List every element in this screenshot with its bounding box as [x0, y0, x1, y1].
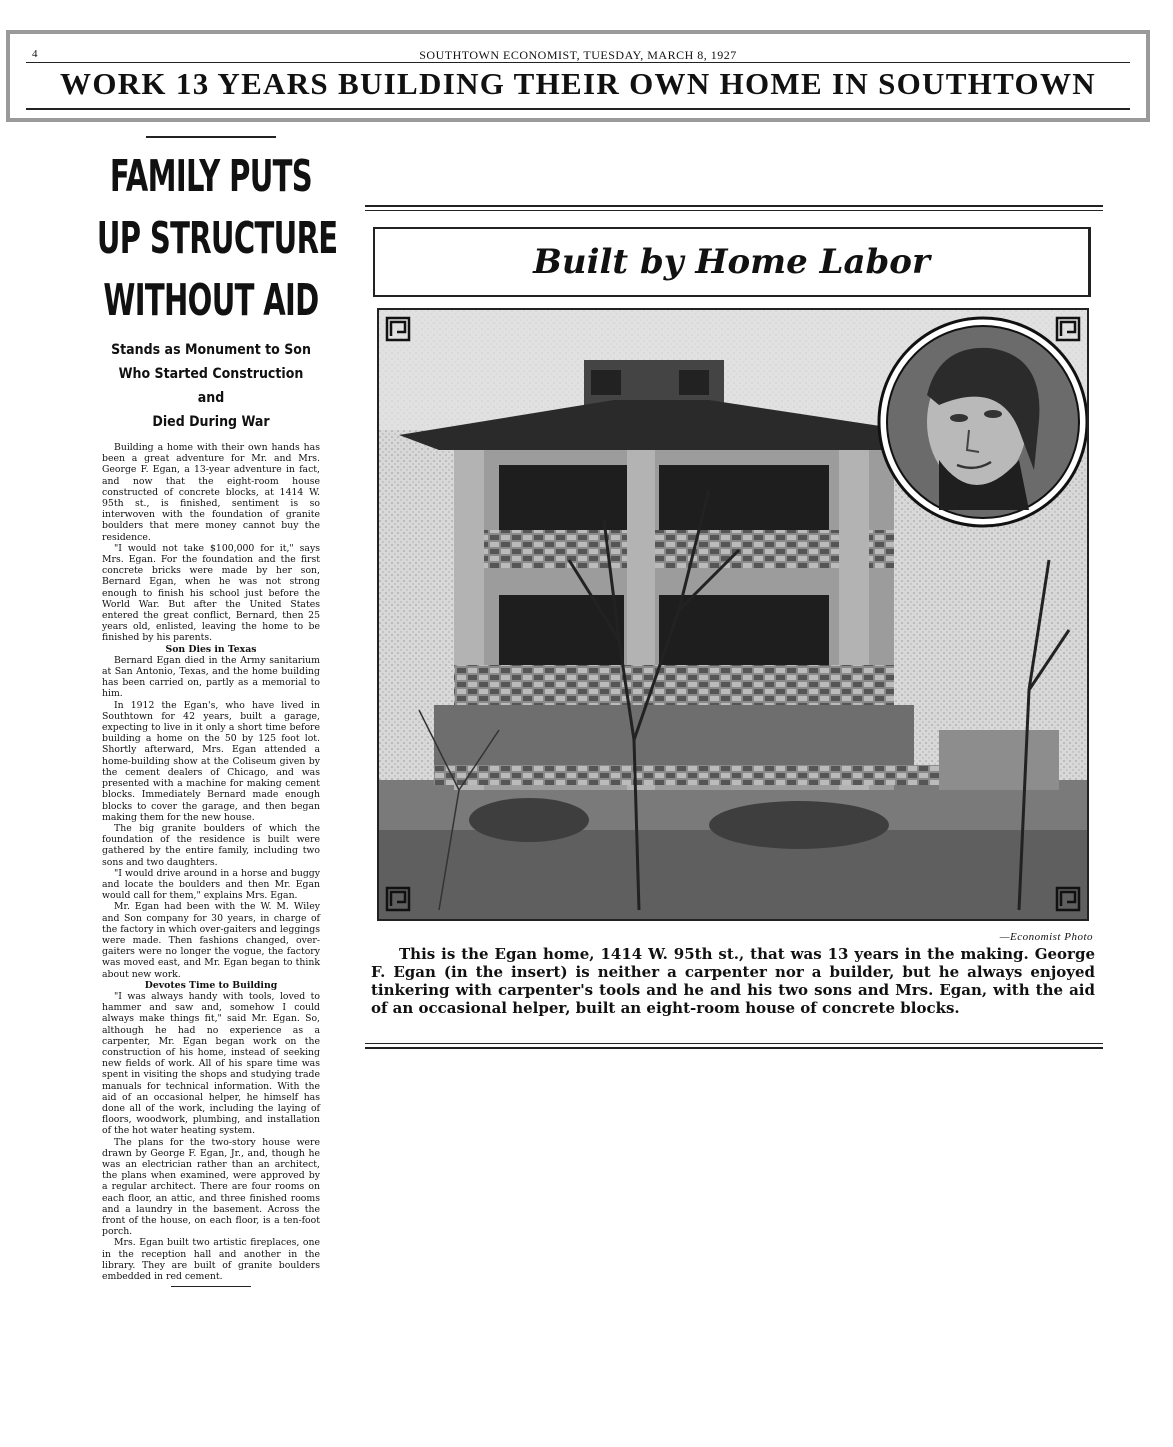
house-photo-illustration	[379, 310, 1087, 919]
article-paragraph: "I was always handy with tools, loved to hammer and saw and, somehow I could always make things fit," said Mr. Egan. So, although he had no experience as a carpenter, Mr. Egan began work on the construction of his home, instead of seeking new fields of work. All of his spare time was spent in visiting the shops and studying trade manuals for technical information. With the aid of an occasional helper, he himself has done all of the work, including the laying of floors, woodwork, plumbing, and installation of the hot water heating system.	[102, 990, 320, 1137]
article-paragraph: "I would not take $100,000 for it," says Mrs. Egan. For the foundation and the first concrete bricks were made by her son, Bernard Egan, when he was not strong enough to finish his school just before the World War. But after the United States entered the great conflict, Bernard, then 25 years old, enlisted, leaving the home to be finished by his parents.	[102, 542, 320, 644]
article-paragraph: In 1912 the Egan's, who have lived in Southtown for 42 years, built a garage, expecting to live in it only a short time before building a home on the 50 by 125 foot lot. Shortly afterward, Mrs. Egan attended a home-building show at the Coliseum given by the cement dealers of Chicago, and was presented with a machine for making cement blocks. Immediately Bernard made enough blocks to cover the garage, and then began making them for the new house.	[102, 699, 320, 823]
headline-line-1: FAMILY PUTS	[109, 151, 313, 202]
section-subhead: Devotes Time to Building	[144, 979, 278, 991]
panel-top-rule-thin	[365, 210, 1103, 211]
article-paragraph: Mrs. Egan built two artistic fireplaces, one in the reception hall and another in the library. They are built of granite boulders embedded in red cement.	[102, 1237, 320, 1283]
masthead	[6, 30, 1150, 122]
article-headline	[96, 146, 338, 332]
section-subhead: Son Dies in Texas	[165, 643, 257, 655]
banner-headline: WORK 13 YEARS BUILDING THEIR OWN HOME IN SOUTHTOWN	[60, 66, 1096, 101]
panel-bottom-rule-thin	[365, 1043, 1103, 1044]
photo-title: Built by Home Labor	[533, 242, 930, 282]
panel-bottom-rule	[365, 1047, 1103, 1049]
photo-title-box	[373, 227, 1091, 297]
subhead-line-1: Stands as Monument to Son	[111, 342, 311, 358]
article-paragraph: Building a home with their own hands has been a great adventure for Mr. and Mrs. George F. Egan, a 13-year adventure in fact, and now that the eight-room house constructed of concrete blocks, at 1414 W. 95th st., is finished, sentiment is so interwoven with the foundation of granite boulders that mere money cannot buy the residence.	[102, 442, 320, 543]
article-body	[98, 442, 324, 1282]
subhead-line-3: Died During War	[152, 414, 270, 430]
panel-top-rule	[365, 205, 1103, 207]
photo-credit: —Economist Photo	[999, 931, 1093, 943]
article-paragraph: The plans for the two-story house were drawn by George F. Egan, Jr., and, though he was an electrician rather than an architect, the plans when examined, were approved by a regular architect. There are four rooms on each floor, an attic, and three finished rooms and a laundry in the basement. Across the front of the house, on each floor, is a ten-foot porch.	[102, 1136, 320, 1238]
dateline-rule	[26, 62, 1130, 63]
article-paragraph: Bernard Egan died in the Army sanitarium at San Antonio, Texas, and the home building has been carried on, partly as a memorial to him.	[102, 654, 320, 700]
house-photo	[377, 308, 1089, 921]
photo-panel	[365, 205, 1103, 1055]
headline-line-2: UP STRUCTURE	[96, 213, 338, 264]
article-column	[96, 136, 338, 1287]
banner-rule	[26, 108, 1130, 110]
page-number: 4	[32, 48, 38, 60]
article-subhead	[109, 338, 312, 434]
article-paragraph: The big granite boulders of which the foundation of the residence is built were gathered by the entire family, including two sons and two daughters.	[102, 822, 320, 868]
dateline: SOUTHTOWN ECONOMIST, TUESDAY, MARCH 8, 1927	[419, 48, 737, 62]
column-top-rule	[146, 136, 276, 138]
subhead-line-2: Who Started Construction and	[118, 366, 304, 406]
photo-caption: This is the Egan home, 1414 W. 95th st., that was 13 years in the making. George F. Egan (in the insert) is neither a carpenter nor a builder, but he always enjoyed tinkering with carpenter's tools and he and his two sons and Mrs. Egan, with the aid of an occasional helper, built an eight-room house of concrete blocks.	[371, 945, 1095, 1017]
article-paragraph: "I would drive around in a horse and buggy and locate the boulders and then Mr. Egan would call for them," explains Mrs. Egan.	[102, 867, 320, 902]
article-paragraph: Mr. Egan had been with the W. M. Wiley and Son company for 30 years, in charge of the factory in which over-gaiters and leggings were made. Then fashions changed, over-gaiters were no longer the vogue, the factory was moved east, and Mr. Egan began to think about new work.	[102, 901, 320, 980]
article-end-rule	[171, 1286, 251, 1287]
headline-line-3: WITHOUT AID	[103, 275, 319, 326]
